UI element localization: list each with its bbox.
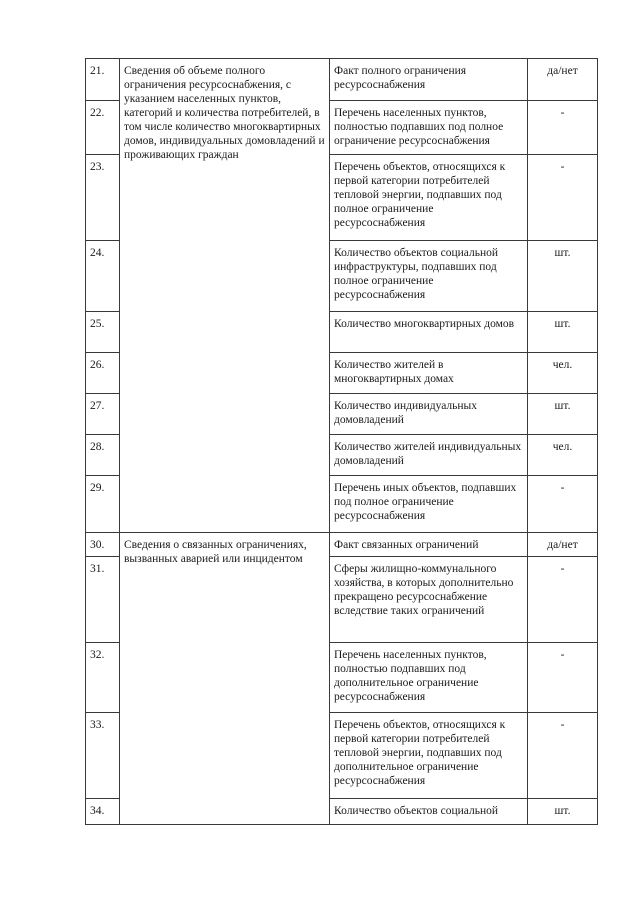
section-description: Сведения об объеме полного ограничения ресурсоснабжения, с указанием населенных пунктов, категорий и количества потребителей, в том числе количество многоквартирных домов, индивидуальных домовладений и проживающих граждан <box>120 59 330 533</box>
unit-of-measure: - <box>528 643 598 713</box>
unit-of-measure: - <box>528 476 598 533</box>
unit-of-measure: да/нет <box>528 59 598 101</box>
table-row <box>86 533 598 557</box>
row-number: 22. <box>86 101 120 155</box>
unit-of-measure: шт. <box>528 312 598 353</box>
indicator-name: Перечень объектов, относящихся к первой категории потребителей тепловой энергии, подпавших под дополнительное ограничение ресурсоснабжения <box>330 713 528 799</box>
indicator-name: Перечень объектов, относящихся к первой категории потребителей тепловой энергии, подпавших под полное ограничение ресурсоснабжения <box>330 155 528 241</box>
row-number: 30. <box>86 533 120 557</box>
row-number: 25. <box>86 312 120 353</box>
indicator-name: Перечень населенных пунктов, полностью подпавших под дополнительное ограничение ресурсоснабжения <box>330 643 528 713</box>
row-number: 28. <box>86 435 120 476</box>
row-number: 24. <box>86 241 120 312</box>
row-number: 29. <box>86 476 120 533</box>
table-row <box>86 59 598 101</box>
unit-of-measure: чел. <box>528 353 598 394</box>
indicator-name: Перечень иных объектов, подпавших под полное ограничение ресурсоснабжения <box>330 476 528 533</box>
unit-of-measure: шт. <box>528 241 598 312</box>
unit-of-measure: чел. <box>528 435 598 476</box>
indicator-name: Количество многоквартирных домов <box>330 312 528 353</box>
row-number: 32. <box>86 643 120 713</box>
indicator-name: Количество объектов социальной <box>330 799 528 825</box>
row-number: 27. <box>86 394 120 435</box>
unit-of-measure: - <box>528 713 598 799</box>
indicator-name: Факт связанных ограничений <box>330 533 528 557</box>
row-number: 34. <box>86 799 120 825</box>
section-description: Сведения о связанных ограничениях, вызванных аварией или инцидентом <box>120 533 330 825</box>
indicator-name: Количество объектов социальной инфраструктуры, подпавших под полное ограничение ресурсоснабжения <box>330 241 528 312</box>
indicator-name: Количество индивидуальных домовладений <box>330 394 528 435</box>
unit-of-measure: шт. <box>528 799 598 825</box>
indicator-name: Сферы жилищно-коммунального хозяйства, в которых дополнительно прекращено ресурсоснабжение вследствие таких ограничений <box>330 557 528 643</box>
indicator-name: Перечень населенных пунктов, полностью подпавших под полное ограничение ресурсоснабжения <box>330 101 528 155</box>
row-number: 33. <box>86 713 120 799</box>
unit-of-measure: - <box>528 557 598 643</box>
indicator-name: Факт полного ограничения ресурсоснабжения <box>330 59 528 101</box>
indicator-name: Количество жителей индивидуальных домовладений <box>330 435 528 476</box>
unit-of-measure: - <box>528 101 598 155</box>
indicators-table <box>85 58 598 825</box>
unit-of-measure: да/нет <box>528 533 598 557</box>
row-number: 23. <box>86 155 120 241</box>
unit-of-measure: - <box>528 155 598 241</box>
indicator-name: Количество жителей в многоквартирных домах <box>330 353 528 394</box>
row-number: 21. <box>86 59 120 101</box>
row-number: 26. <box>86 353 120 394</box>
unit-of-measure: шт. <box>528 394 598 435</box>
row-number: 31. <box>86 557 120 643</box>
